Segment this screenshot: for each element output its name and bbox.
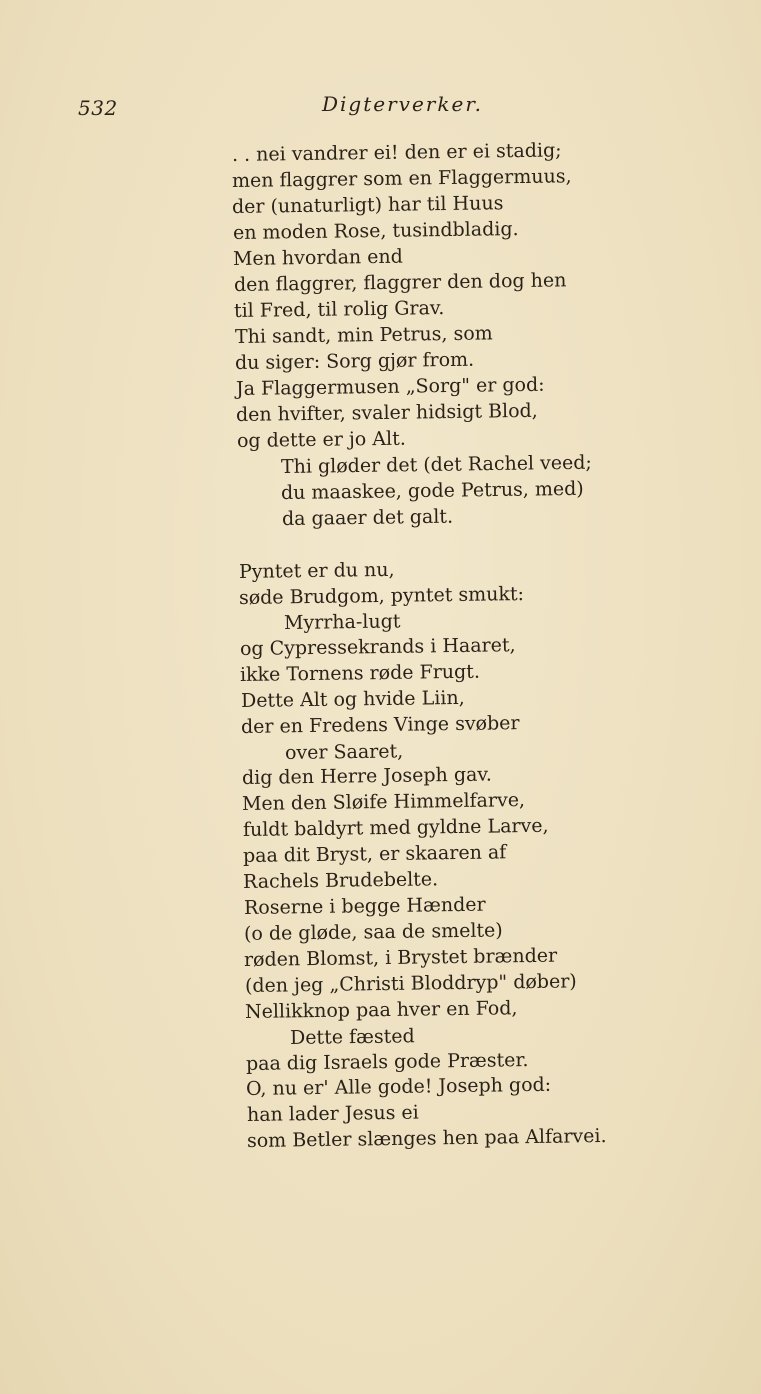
poem-line: Men hvordan end [232,245,404,270]
poem-line: og Cypressekrands i Haaret, [239,634,516,660]
poem-line: Nellikknop paa hver en Fod, [244,997,518,1023]
poem-line: da gaaer det galt. [281,505,454,530]
poem-line: Rachels Brudebelte. [242,868,439,893]
poem-line: og dette er jo Alt. [236,427,406,452]
poem-line: over Saaret, [284,740,404,764]
poem-line: men flaggrer som en Flaggermuus, [231,165,572,192]
poem-line: som Betler slænges hen paa Alfarvei. [246,1124,607,1152]
poem-line: ikke Tornens røde Frugt. [239,660,481,686]
poem-line: O, nu er' Alle gode! Joseph god: [245,1073,552,1100]
poem-line: der en Fredens Vinge svøber [240,712,520,738]
poem-line: til Fred, til rolig Grav. [233,297,445,322]
page-number: 532 [78,96,118,120]
poem-line: Myrrha-lugt [283,610,401,634]
poem-line: Men den Sløife Himmelfarve, [241,789,526,815]
poem-line: røden Blomst, i Brystet brænder [243,944,558,971]
poem-line: søde Brudgom, pyntet smukt: [238,583,525,609]
poem-line: paa dig Israels gode Præster. [245,1049,529,1075]
poem-line: den flaggrer, flaggrer den dog hen [233,269,567,296]
poem-line: (o de gløde, saa de smelte) [243,919,503,945]
poem-line: Ja Flaggermusen „Sorg" er god: [235,373,545,400]
poem-line: du maaskee, gode Petrus, med) [280,477,584,504]
poem-line: der (unaturligt) har til Huus [231,192,504,218]
poem-line: Pyntet er du nu, [238,558,395,583]
poem-line: fuldt baldyrt med gyldne Larve, [242,814,549,841]
poem-line: en moden Rose, tusindbladig. [232,218,519,244]
poem-line: (den jeg „Christi Bloddryp" døber) [244,970,577,997]
poem-line: . . nei vandrer ei! den er ei stadig; [231,139,562,166]
poem-line: paa dit Bryst, er skaaren af [242,841,507,867]
poem-line: Dette fæsted [289,1025,415,1049]
poem-line: du siger: Sorg gjør from. [234,348,475,374]
poem-line: Thi gløder det (det Rachel veed; [280,451,593,478]
poem-line: han lader Jesus ei [246,1101,419,1126]
poem-line: Dette Alt og hvide Liin, [240,686,465,712]
poem-line: Roserne i begge Hænder [243,893,486,919]
poem-line: den hvifter, svaler hidsigt Blod, [235,399,538,426]
running-head: Digterverker. [322,92,484,116]
poem-line: Thi sandt, min Petrus, som [234,322,493,348]
poem-line: dig den Herre Joseph gav. [241,763,493,789]
